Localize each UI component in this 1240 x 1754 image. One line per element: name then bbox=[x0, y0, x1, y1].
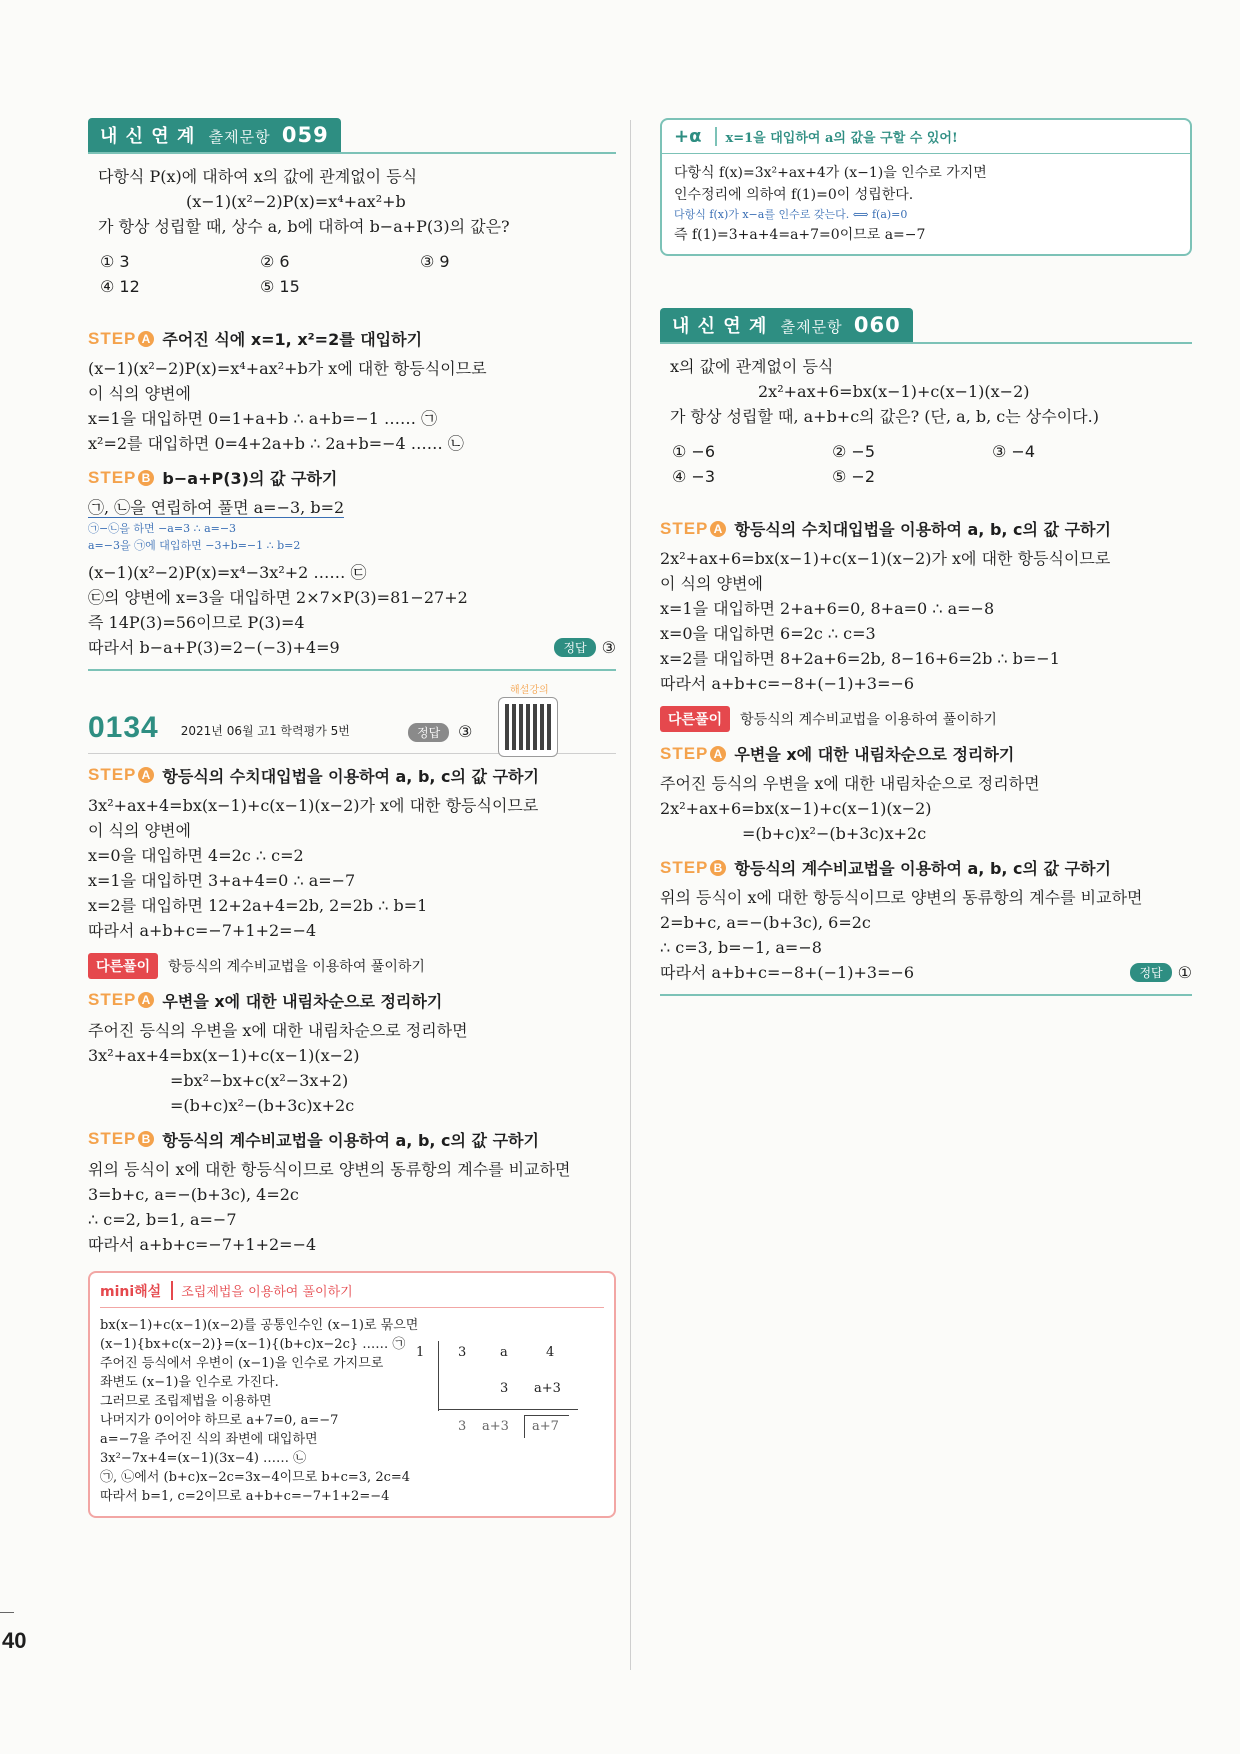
choice[interactable]: ⑤ 15 bbox=[260, 277, 300, 296]
synth-cell: 4 bbox=[546, 1344, 555, 1360]
solution-line: =(b+c)x²−(b+3c)x+2c bbox=[742, 824, 927, 843]
alt-tag: 다른풀이 bbox=[660, 706, 730, 732]
choice[interactable]: ④ 12 bbox=[100, 277, 140, 296]
problem-059-tag bbox=[88, 118, 341, 152]
step-label: 항등식의 수치대입법을 이용하여 a, b, c의 값 구하기 bbox=[162, 766, 539, 786]
solution-line: 2=b+c, a=−(b+3c), 6=2c bbox=[660, 913, 871, 932]
solution-line: (x−1)(x²−2)P(x)=x⁴+ax²+b가 x에 대한 항등식이므로 bbox=[88, 359, 487, 378]
mini-line: 따라서 b=1, c=2이므로 a+b+c=−7+1+2=−4 bbox=[100, 1488, 390, 1504]
mini-line: a=−7을 주어진 식의 좌변에 대입하면 bbox=[100, 1431, 318, 1447]
hint-note: a=−3을 ㉠에 대입하면 −3+b=−1 ∴ b=2 bbox=[88, 539, 301, 552]
solution-line: 3=b+c, a=−(b+3c), 4=2c bbox=[88, 1184, 299, 1204]
answer-badge: 정답 bbox=[554, 638, 595, 657]
solution-line: ㉠, ㉡을 연립하여 풀면 a=−3, b=2 bbox=[88, 498, 345, 517]
solution-line: x=2를 대입하면 8+2a+6=2b, 8−16+6=2b ∴ b=−1 bbox=[660, 649, 1060, 668]
solution-line: 이 식의 양변에 bbox=[88, 820, 191, 840]
mini-line: ㉠, ㉡에서 (b+c)x−2c=3x−4이므로 b+c=3, 2c=4 bbox=[100, 1469, 411, 1485]
choice[interactable]: ④ −3 bbox=[672, 467, 716, 486]
problem-059-question bbox=[88, 164, 616, 239]
solution-line: ∴ c=3, b=−1, a=−8 bbox=[660, 938, 822, 957]
choice[interactable]: ③ −4 bbox=[992, 442, 1036, 461]
plus-alpha-header bbox=[662, 120, 1190, 153]
solution-line: (x−1)(x²−2)P(x)=x⁴−3x²+2 …… ㉢ bbox=[88, 563, 367, 582]
step-label: 항등식의 계수비교법을 이용하여 a, b, c의 값 구하기 bbox=[162, 1130, 539, 1150]
synth-cell: 3 bbox=[458, 1344, 467, 1360]
synth-cell: a+3 bbox=[482, 1418, 509, 1434]
synth-cell: 3 bbox=[500, 1380, 509, 1396]
solution-line: x=2를 대입하면 12+2a+4=2b, 2=2b ∴ b=1 bbox=[88, 895, 428, 915]
answer-badge: 정답 bbox=[1130, 963, 1171, 982]
choice[interactable]: ② −5 bbox=[832, 442, 876, 461]
problem-0134-header bbox=[88, 684, 616, 745]
mini-title: mini해설 bbox=[100, 1283, 162, 1300]
question-line: 가 항상 성립할 때, a+b+c의 값은? (단, a, b, c는 상수이다.) bbox=[670, 407, 1099, 426]
step-b-tag: STEP B bbox=[88, 1129, 154, 1149]
step-a-tag: STEP A bbox=[88, 329, 154, 349]
section-rule bbox=[660, 994, 1192, 996]
step-b-heading bbox=[88, 1128, 616, 1151]
problem-number: 059 bbox=[281, 123, 329, 147]
step-label: 우변을 x에 대한 내림차순으로 정리하기 bbox=[734, 745, 1015, 764]
left-column bbox=[88, 118, 616, 1518]
mini-line: 3x²−7x+4=(x−1)(3x−4) …… ㉡ bbox=[100, 1450, 307, 1466]
solution-line: 따라서 a+b+c=−7+1+2=−4 bbox=[88, 920, 317, 940]
alt-text: 항등식의 계수비교법을 이용하여 풀이하기 bbox=[740, 712, 997, 728]
step-label: 주어진 식에 x=1, x²=2를 대입하기 bbox=[162, 330, 423, 349]
solution-line: 3x²+ax+4=bx(x−1)+c(x−1)(x−2)가 x에 대한 항등식이므로 bbox=[88, 795, 539, 815]
solution-line: 주어진 등식의 우변을 x에 대한 내림차순으로 정리하면 bbox=[88, 1020, 468, 1040]
column-divider bbox=[630, 120, 631, 1670]
tag-text: 내 신 연 계 bbox=[672, 316, 768, 337]
step-a-heading bbox=[660, 742, 1192, 765]
problem-060-question bbox=[660, 354, 1192, 429]
solution-line: x²=2를 대입하면 0=4+2a+b ∴ 2a+b=−4 …… ㉡ bbox=[88, 434, 464, 453]
plus-alpha-icon: +α bbox=[674, 126, 702, 147]
plus-alpha-body bbox=[662, 153, 1190, 254]
answer-value: ① bbox=[1177, 963, 1192, 982]
page-number-rule bbox=[0, 1612, 14, 1613]
step-a-heading bbox=[88, 764, 616, 787]
solution-line: 따라서 b−a+P(3)=2−(−3)+4=9 bbox=[88, 638, 340, 657]
mini-line: (x−1){bx+c(x−2)}=(x−1){(b+c)x−2c} …… ㉠ bbox=[100, 1336, 406, 1352]
solution-line: 따라서 a+b+c=−7+1+2=−4 bbox=[88, 1234, 317, 1254]
plus-alpha-box bbox=[660, 118, 1192, 256]
solution-line: ∴ c=2, b=1, a=−7 bbox=[88, 1209, 237, 1229]
mini-line: 좌변도 (x−1)을 인수로 가진다. bbox=[100, 1374, 279, 1390]
hint-note: ㉠−㉡을 하면 −a=3 ∴ a=−3 bbox=[88, 522, 237, 535]
answer-value: ③ bbox=[601, 638, 616, 657]
solution-line: 위의 등식이 x에 대한 항등식이므로 양변의 동류항의 계수를 비교하면 bbox=[88, 1159, 571, 1179]
answer-value: ③ bbox=[458, 721, 473, 741]
choice[interactable]: ① −6 bbox=[672, 442, 716, 461]
mini-line: 그러므로 조립제법을 이용하면 bbox=[100, 1393, 272, 1409]
mini-explanation-box bbox=[88, 1271, 616, 1518]
alpha-line: 즉 f(1)=3+a+4=a+7=0이므로 a=−7 bbox=[674, 227, 926, 243]
solution-line: ㉢의 양변에 x=3을 대입하면 2×7×P(3)=81−27+2 bbox=[88, 588, 468, 607]
step-a-tag: STEP A bbox=[88, 765, 154, 785]
problem-060-choices bbox=[672, 439, 1192, 489]
tag-text: 내 신 연 계 bbox=[100, 126, 196, 147]
alt-tag: 다른풀이 bbox=[88, 953, 158, 979]
solution-line: =(b+c)x²−(b+3c)x+2c bbox=[170, 1095, 355, 1115]
alpha-line: 다항식 f(x)=3x²+ax+4가 (x−1)을 인수로 가지면 bbox=[674, 165, 987, 181]
problem-059-choices bbox=[100, 249, 616, 299]
choice[interactable]: ② 6 bbox=[260, 252, 290, 271]
step-b-heading bbox=[88, 466, 616, 489]
mini-line: 주어진 등식에서 우변이 (x−1)을 인수로 가지므로 bbox=[100, 1355, 384, 1371]
problem-number: 0134 bbox=[88, 710, 159, 744]
tag-sub: 출제문항 bbox=[780, 318, 843, 336]
mini-subtitle: 조립제법을 이용하여 풀이하기 bbox=[171, 1281, 353, 1300]
question-line: x의 값에 관계없이 등식 bbox=[670, 357, 834, 376]
question-line: 다항식 P(x)에 대하여 x의 값에 관계없이 등식 bbox=[98, 167, 418, 186]
step-label: 항등식의 수치대입법을 이용하여 a, b, c의 값 구하기 bbox=[734, 520, 1111, 539]
step-a-tag: STEP A bbox=[88, 990, 154, 1010]
solution-line: x=1을 대입하면 3+a+4=0 ∴ a=−7 bbox=[88, 870, 356, 890]
solution-line: 이 식의 양변에 bbox=[660, 574, 763, 593]
qr-label: 해설강의 bbox=[510, 684, 549, 696]
answer-badge: 정답 bbox=[408, 723, 449, 742]
choice[interactable]: ⑤ −2 bbox=[832, 467, 876, 486]
section-rule bbox=[88, 669, 616, 671]
mini-line: 나머지가 0이어야 하므로 a+7=0, a=−7 bbox=[100, 1412, 339, 1428]
synth-cell: 3 bbox=[458, 1418, 467, 1434]
step-a-heading bbox=[660, 517, 1192, 540]
step-b-tag: STEP B bbox=[660, 858, 726, 878]
solution-line: 따라서 a+b+c=−8+(−1)+3=−6 bbox=[660, 674, 915, 693]
step-b-heading bbox=[660, 856, 1192, 879]
qr-code[interactable] bbox=[498, 697, 558, 757]
question-line: (x−1)(x²−2)P(x)=x⁴+ax²+b bbox=[186, 192, 406, 211]
solution-line: 따라서 a+b+c=−8+(−1)+3=−6 bbox=[660, 963, 915, 982]
step-b-tag: STEP B bbox=[88, 468, 154, 488]
solution-line: 3x²+ax+4=bx(x−1)+c(x−1)(x−2) bbox=[88, 1045, 360, 1065]
alt-text: 항등식의 계수비교법을 이용하여 풀이하기 bbox=[168, 958, 425, 975]
solution-line: 주어진 등식의 우변을 x에 대한 내림차순으로 정리하면 bbox=[660, 774, 1040, 793]
step-a-heading bbox=[88, 989, 616, 1012]
question-line: 2x²+ax+6=bx(x−1)+c(x−1)(x−2) bbox=[758, 382, 1030, 401]
solution-line: x=1을 대입하면 2+a+6=0, 8+a=0 ∴ a=−8 bbox=[660, 599, 995, 618]
solution-line: x=0을 대입하면 6=2c ∴ c=3 bbox=[660, 624, 876, 643]
choice[interactable]: ① 3 bbox=[100, 252, 130, 271]
mini-line: bx(x−1)+c(x−1)(x−2)를 공통인수인 (x−1)로 묶으면 bbox=[100, 1317, 419, 1333]
synth-divisor: 1 bbox=[416, 1344, 425, 1360]
synth-cell: a bbox=[500, 1344, 508, 1360]
alt-solution-heading bbox=[660, 706, 1192, 732]
problem-060-tag bbox=[660, 308, 913, 342]
problem-number: 060 bbox=[853, 313, 901, 337]
solution-line: 위의 등식이 x에 대한 항등식이므로 양변의 동류항의 계수를 비교하면 bbox=[660, 888, 1143, 907]
choice[interactable]: ③ 9 bbox=[420, 252, 450, 271]
solution-line: 이 식의 양변에 bbox=[88, 384, 191, 403]
synthetic-division-table bbox=[416, 1341, 576, 1441]
alpha-note: 다항식 f(x)가 x−a를 인수로 갖는다. ⟺ f(a)=0 bbox=[674, 208, 908, 221]
step-label: 항등식의 계수비교법을 이용하여 a, b, c의 값 구하기 bbox=[734, 859, 1111, 878]
mini-header bbox=[100, 1281, 604, 1308]
solution-line: 2x²+ax+6=bx(x−1)+c(x−1)(x−2) bbox=[660, 799, 932, 818]
tag-sub: 출제문항 bbox=[208, 128, 271, 146]
right-column bbox=[660, 118, 1192, 996]
question-line: 가 항상 성립할 때, 상수 a, b에 대하여 b−a+P(3)의 값은? bbox=[98, 217, 510, 236]
alt-solution-heading bbox=[88, 953, 616, 979]
synth-cell: a+3 bbox=[534, 1380, 561, 1396]
alpha-line: 인수정리에 의하여 f(1)=0이 성립한다. bbox=[674, 187, 914, 203]
solution-line: =bx²−bx+c(x²−3x+2) bbox=[170, 1070, 349, 1090]
problem-source: 2021년 06월 고1 학력평가 5번 bbox=[180, 724, 350, 738]
problem-059-header bbox=[88, 118, 616, 154]
page-number: 40 bbox=[2, 1628, 27, 1653]
qr-pattern-icon bbox=[505, 704, 551, 750]
solution-line: x=0을 대입하면 4=2c ∴ c=2 bbox=[88, 845, 304, 865]
solution-line: 2x²+ax+6=bx(x−1)+c(x−1)(x−2)가 x에 대한 항등식이므로 bbox=[660, 549, 1111, 568]
step-a-tag: STEP A bbox=[660, 519, 726, 539]
step-label: b−a+P(3)의 값 구하기 bbox=[162, 469, 338, 488]
step-label: 우변을 x에 대한 내림차순으로 정리하기 bbox=[162, 991, 443, 1011]
step-a-heading bbox=[88, 327, 616, 350]
synth-remainder: a+7 bbox=[532, 1418, 559, 1434]
problem-060-header bbox=[660, 308, 1192, 344]
step-a-tag: STEP A bbox=[660, 744, 726, 764]
plus-alpha-title: x=1을 대입하여 a의 값을 구할 수 있어! bbox=[715, 127, 957, 146]
solution-line: x=1을 대입하면 0=1+a+b ∴ a+b=−1 …… ㉠ bbox=[88, 409, 438, 428]
solution-line: 즉 14P(3)=56이므로 P(3)=4 bbox=[88, 613, 305, 632]
